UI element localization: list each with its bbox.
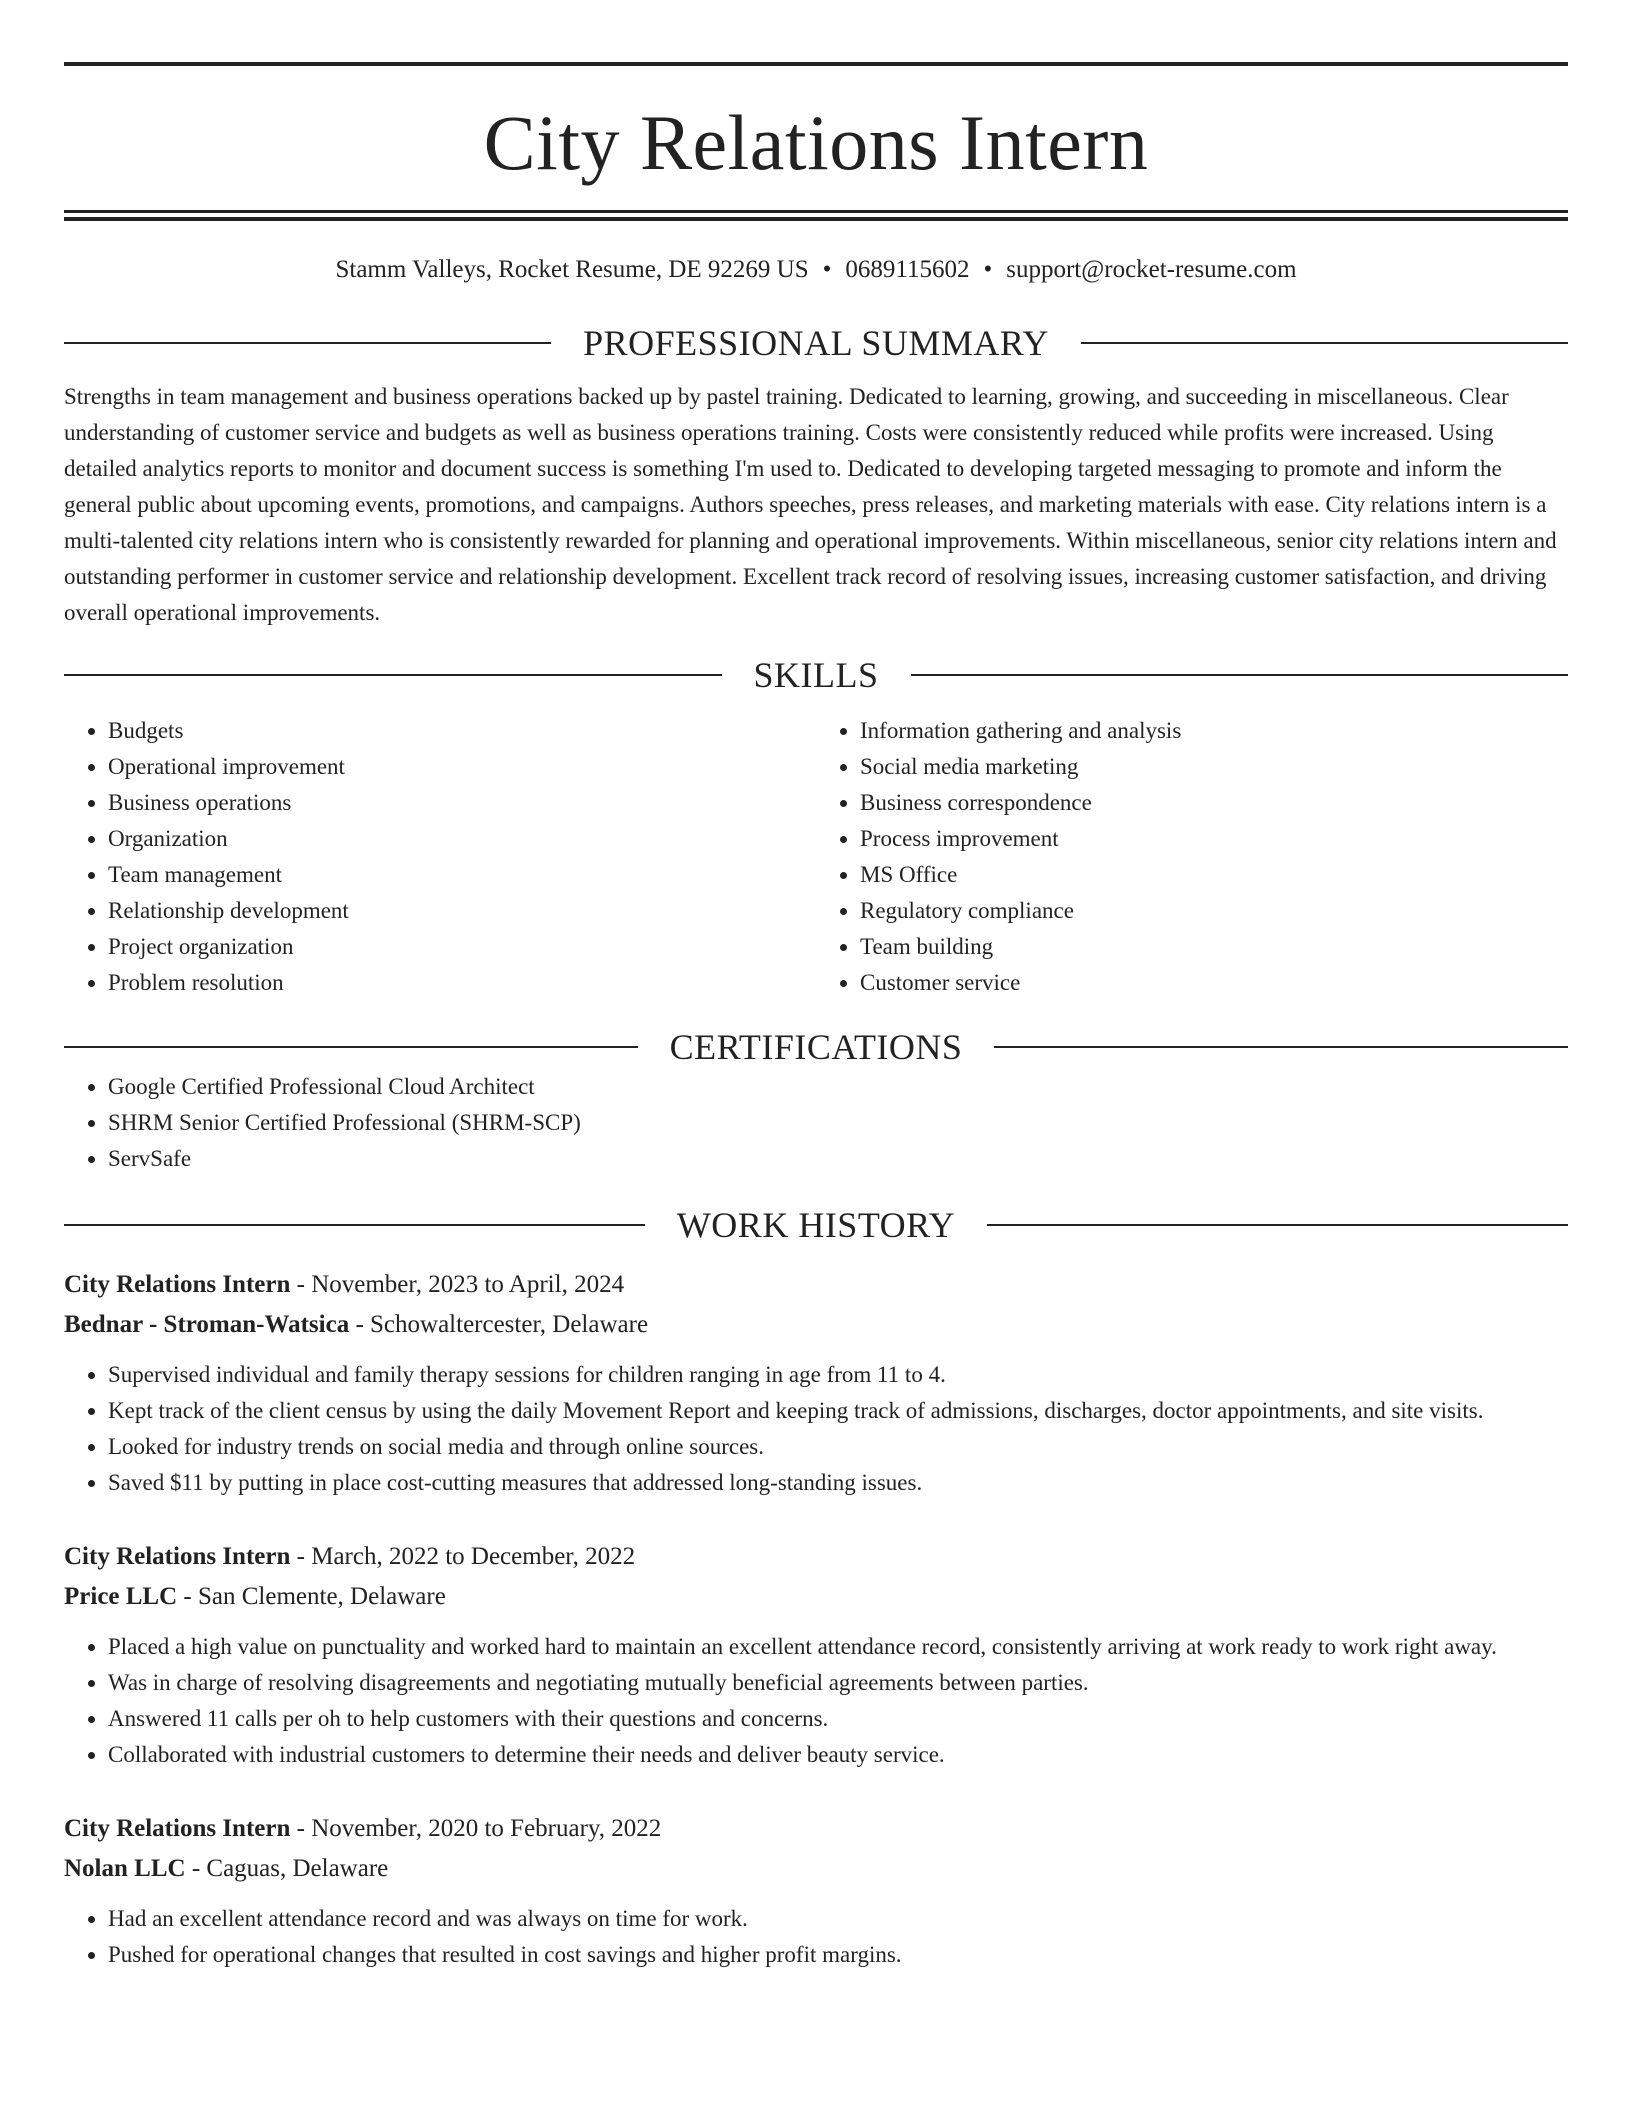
skill-item: • Business operations [108,785,816,821]
heading-rule-left [64,342,551,344]
job-location: - San Clemente, Delaware [177,1583,446,1610]
job-location: - Schowaltercester, Delaware [349,1311,649,1338]
summary-heading-label: PROFESSIONAL SUMMARY [583,323,1049,363]
job-company-line [64,1305,1568,1345]
skill-item: • Project organization [108,929,816,965]
job-bullet: • Pushed for operational changes that resulted in cost savings and higher profit margins. [108,1937,1568,1973]
skill-item: • Social media marketing [860,749,1568,785]
skill-item: • Organization [108,821,816,857]
heading-rule-right [1081,342,1568,344]
heading-rule-right [994,1046,1568,1048]
job-title: City Relations Intern [64,1271,291,1298]
top-rule [64,62,1568,66]
job-bullet: • Was in charge of resolving disagreements and negotiating mutually beneficial agreements between parties. [108,1665,1568,1701]
certification-item: • ServSafe [108,1141,1568,1177]
certification-item: • Google Certified Professional Cloud Architect [108,1069,1568,1105]
job-entry [64,1537,1568,1773]
skill-item: • Regulatory compliance [860,893,1568,929]
job-bullets [64,1357,1568,1501]
summary-heading [64,321,1568,365]
contact-address: Stamm Valleys, Rocket Resume, DE 92269 US [335,256,809,283]
heading-rule-right [911,674,1569,676]
work-heading [64,1203,1568,1247]
skills-heading [64,653,1568,697]
job-bullet: • Answered 11 calls per oh to help customers with their questions and concerns. [108,1701,1568,1737]
job-title: City Relations Intern [64,1815,291,1842]
certifications-list [64,1069,1568,1177]
job-company: Price LLC [64,1583,178,1610]
job-bullet: • Supervised individual and family therapy sessions for children ranging in age from 11 to 4. [108,1357,1568,1393]
certifications-heading [64,1025,1568,1069]
skill-item: • Team building [860,929,1568,965]
certifications-heading-label: CERTIFICATIONS [669,1027,963,1067]
contact-email: support@rocket-resume.com [1006,256,1297,283]
title-double-rule [64,210,1568,221]
skill-item: • Budgets [108,713,816,749]
skill-item: • Operational improvement [108,749,816,785]
job-bullets [64,1629,1568,1773]
skill-item: • Information gathering and analysis [860,713,1568,749]
job-bullet: • Kept track of the client census by using the daily Movement Report and keeping track of admissions, discharges, doctor appointments, and site visits. [108,1393,1568,1429]
resume-page [64,0,1568,1973]
job-entry [64,1809,1568,1973]
job-title-line [64,1265,1568,1305]
job-dates: - November, 2023 to April, 2024 [290,1271,625,1298]
skills-list-right [816,713,1568,1001]
skill-item: • Problem resolution [108,965,816,1001]
contact-line [64,255,1568,285]
job-dates: - November, 2020 to February, 2022 [290,1815,662,1842]
job-bullet: • Placed a high value on punctuality and worked hard to maintain an excellent attendance record, consistently arriving at work ready to work right away. [108,1629,1568,1665]
contact-separator: • [822,256,832,283]
work-heading-label: WORK HISTORY [676,1205,956,1245]
heading-rule-left [64,1046,638,1048]
heading-rule-left [64,1224,645,1226]
job-company-line [64,1849,1568,1889]
job-bullet: • Saved $11 by putting in place cost-cutting measures that addressed long-standing issues. [108,1465,1568,1501]
contact-separator: • [983,256,993,283]
job-company-line [64,1577,1568,1617]
skills-grid [64,713,1568,1001]
work-history-list [64,1265,1568,1973]
job-title: City Relations Intern [64,1543,291,1570]
skill-item: • Customer service [860,965,1568,1001]
skill-item: • Team management [108,857,816,893]
job-dates: - March, 2022 to December, 2022 [290,1543,636,1570]
heading-rule-right [987,1224,1568,1226]
certification-item: • SHRM Senior Certified Professional (SHRM-SCP) [108,1105,1568,1141]
resume-title: City Relations Intern [483,99,1149,186]
heading-rule-left [64,674,722,676]
skill-item: • MS Office [860,857,1568,893]
job-location: - Caguas, Delaware [185,1855,389,1882]
job-company: Bednar - Stroman-Watsica [64,1311,350,1338]
job-bullet: • Looked for industry trends on social media and through online sources. [108,1429,1568,1465]
job-bullet: • Had an excellent attendance record and was always on time for work. [108,1901,1568,1937]
job-bullet: • Collaborated with industrial customers to determine their needs and deliver beauty service. [108,1737,1568,1773]
skills-heading-label: SKILLS [753,655,879,695]
job-title-line [64,1809,1568,1849]
skill-item: • Relationship development [108,893,816,929]
contact-phone: 0689115602 [845,256,970,283]
summary-text: Strengths in team management and business operations backed up by pastel training. Dedicated to learning, growing, and succeeding in miscellaneous. Clear understanding of customer service and budgets as well as business operations training. Costs were consistently reduced while profits were increased. Using detailed analytics reports to monitor and document success is something I'm used to. Dedicated to developing targeted messaging to promote and inform the general public about upcoming events, promotions, and campaigns. Authors speeches, press releases, and marketing materials with ease. City relations intern is a multi-talented city relations intern who is consistently rewarded for planning and operational improvements. Within miscellaneous, senior city relations intern and outstanding performer in customer service and relationship development. Excellent track record of resolving issues, increasing customer satisfaction, and driving overall operational improvements. [64,384,1557,625]
job-company: Nolan LLC [64,1855,186,1882]
skill-item: • Process improvement [860,821,1568,857]
skills-list-left [64,713,816,1001]
job-bullets [64,1901,1568,1973]
skill-item: • Business correspondence [860,785,1568,821]
job-title-line [64,1537,1568,1577]
job-entry [64,1265,1568,1501]
